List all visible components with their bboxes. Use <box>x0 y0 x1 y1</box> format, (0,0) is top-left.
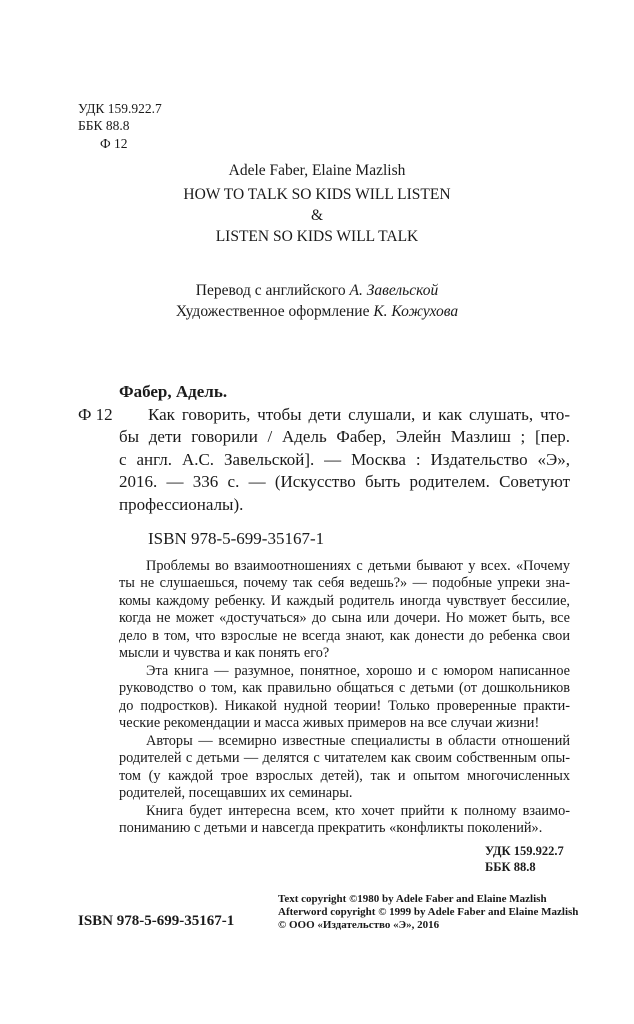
udk-code-right: УДК 159.922.7 <box>485 844 564 858</box>
annotation-line: до подростков). Никакой нудной теории! Только проверенные практи- <box>119 698 570 714</box>
annotation-line: комы каждому ребенку. И каждый родитель иногда чувствует бессилие, <box>119 593 570 609</box>
catalog-line: профессионалы). <box>119 495 244 514</box>
annotation-line: родителей с детьми — делятся с читателем как своим собственным опы- <box>119 750 570 766</box>
annotation-line: ты не слушаешься, почему так себя ведешь?» — подобные упреки зна- <box>119 575 570 591</box>
original-authors: Adele Faber, Elaine Mazlish <box>228 162 406 179</box>
catalog-isbn: ISBN 978-5-699-35167-1 <box>148 529 325 548</box>
catalog-line: 2016. — 336 с. — (Искусство быть родителем. Советуют <box>119 472 570 491</box>
copyright-line: Afterword copyright © 1999 by Adele Faber and Elaine Mazlish <box>278 906 579 918</box>
bbk-code: ББК 88.8 <box>78 118 130 133</box>
annotation-line: Эта книга — разумное, понятное, хорошо и с юмором написанное <box>146 663 570 679</box>
annotation-line: руководство о том, как правильно общаться с детьми (от дошкольников <box>119 680 570 696</box>
annotation-line: Авторы — всемирно известные специалисты в области отношений <box>146 733 570 749</box>
annotation-line: ческие рекомендации и масса живых примеров на все случаи жизни! <box>119 715 540 731</box>
original-title-line1: HOW TO TALK SO KIDS WILL LISTEN <box>183 186 451 203</box>
translation-label: Перевод с английского <box>195 282 346 299</box>
catalog-line: с англ. А.С. Завельской]. — Москва : Издательство «Э», <box>119 450 570 469</box>
annotation-line: мысли и чувства и как понять его? <box>119 645 330 661</box>
copyright-line: Text copyright ©1980 by Adele Faber and Elaine Mazlish <box>278 893 547 905</box>
annotation-line: Книга будет интересна всем, кто хочет прийти к полному взаимо- <box>146 803 570 819</box>
annotation-line: когда не может «достучаться» до сына или дочери. Но может быть, все <box>119 610 570 626</box>
annotation-line: Проблемы во взаимоотношениях с детьми бывают у всех. «Почему <box>146 558 570 574</box>
design-label: Художественное оформление <box>175 303 370 320</box>
catalog-mark: Ф 12 <box>78 405 113 424</box>
original-title-line2: LISTEN SO KIDS WILL TALK <box>215 228 419 245</box>
designer-name: К. Кожухова <box>373 303 459 320</box>
copyright-line: © ООО «Издательство «Э», 2016 <box>278 919 440 931</box>
annotation-line: дело в том, что взрослые не всегда знают, как донести до ребенка свои <box>119 628 570 644</box>
annotation-line: родителей, посещавших их семинары. <box>119 785 353 801</box>
design-credit <box>0 301 634 323</box>
udk-code: УДК 159.922.7 <box>78 101 162 116</box>
translation-credit <box>0 280 634 302</box>
annotation-line: том (у каждой трое взрослых детей), так и опытом многочисленных <box>119 768 570 784</box>
author-mark: Ф 12 <box>100 136 128 151</box>
original-title-ampersand: & <box>310 207 324 224</box>
footer-isbn: ISBN 978-5-699-35167-1 <box>78 913 235 929</box>
translator-name: А. Завельской <box>349 282 439 299</box>
catalog-line: бы дети говорили / Адель Фабер, Элейн Мазлиш ; [пер. <box>119 427 570 446</box>
bbk-code-right: ББК 88.8 <box>485 860 536 874</box>
catalog-line: Как говорить, чтобы дети слушали, и как слушать, что- <box>148 405 570 424</box>
annotation-line: пониманию с детьми и навсегда прекратить «конфликты поколений». <box>119 820 543 836</box>
catalog-author-heading: Фабер, Адель. <box>119 382 228 401</box>
